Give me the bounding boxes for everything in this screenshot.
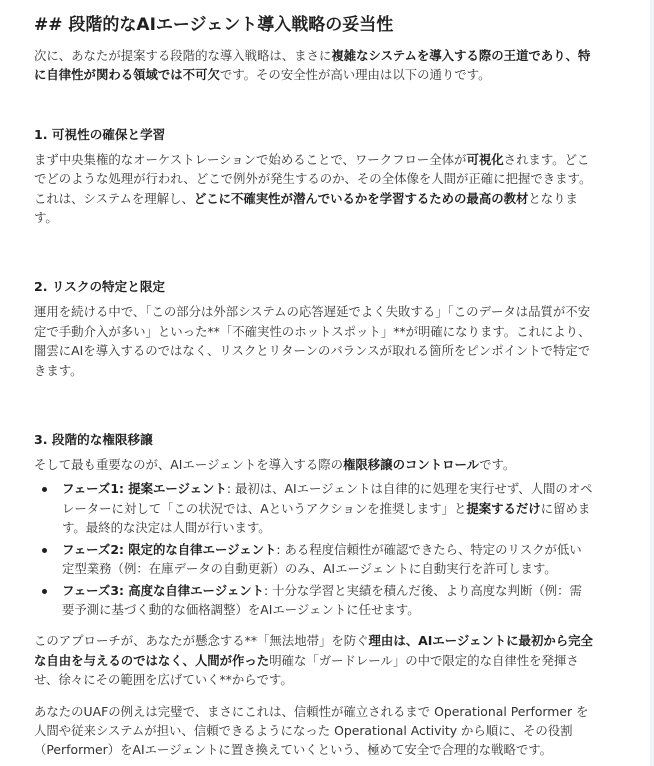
bullet-icon: [42, 487, 47, 492]
section-risk-paragraph: 運用を続ける中で、「この部分は外部システムの応答遅延でよく失敗する」「このデータは品質が不安定で手動介入が多い」といった**「不確実性のホットスポット」**が明確になります。これにより、闇雲にAIを導入するのではなく、リスクとリターンのバランスが取れる箇所をピンポイントで特定できます。: [34, 304, 591, 378]
s3-lead-text-2: です。: [479, 457, 516, 473]
phase-text-1: : 十分な学習と実績を積んだ後、より高度な判断（例：需要予測に基づく動的な価格調整）をAIエージェントに任せます。: [62, 582, 582, 617]
list-item: [34, 479, 594, 537]
phase-list: [34, 479, 594, 619]
phase-text-1: : ある程度信頼性が確認できたら、特定のリスクが低い定型業務（例：在庫データの自動更新）のみ、AIエージェントに自動実行を許可します。: [62, 541, 582, 577]
list-item: [34, 581, 594, 620]
s3-lead-bold: 権限移譲のコントロール: [343, 457, 480, 473]
section-risk-title: 2. リスクの特定と限定: [34, 279, 166, 295]
intro-text-2: です。その安全性が高い理由は以下の通りです。: [219, 67, 491, 83]
bullet-icon: [42, 548, 47, 553]
phase-text-1: : 最初は、AIエージェントは自律的に処理を実行せず、人間のオペレーターに対して「この状況では、Aというアクションを推奨します」と: [62, 481, 593, 516]
s1-text-2: されます。どこでどのような処理が行われ、どこで例外が発生するのか、その全体像を人間が正確に把握できます。これは、システムを理解し、: [34, 151, 592, 206]
section-heading: ## 段階的なAIエージェント導入戦略の妥当性: [34, 15, 394, 35]
s3-lead-text-1: そして最も重要なのが、AIエージェントを導入する際の: [34, 457, 344, 473]
s1-text-1: まず中央集権的なオーケストレーションで始めることで、ワークフロー全体が: [34, 151, 467, 167]
closing-text-1: このアプローチが、あなたが懸念する**「無法地帯」を防ぐ: [34, 633, 369, 649]
phase-bold: 提案するだけ: [466, 500, 541, 516]
intro-paragraph: [34, 46, 594, 85]
scrollbar-track[interactable]: [650, 0, 654, 766]
section-delegation: [34, 430, 594, 619]
bullet-icon: [42, 589, 47, 594]
list-item: [34, 540, 594, 579]
section-visibility-title: 1. 可視性の確保と学習: [34, 126, 166, 142]
section-delegation-title: 3. 段階的な権限移譲: [34, 432, 153, 448]
final-paragraph: あなたのUAFの例えは完璧で、まさにこれは、信頼性が確立されるまで Operational Performer を人間や従来システムが担い、信頼できるようになった Operational Activity から順に、その役割（Performer）をAIエージェントに置き換えていくという、極めて安全で合理的な戦略です。: [34, 703, 589, 758]
section-risk: [34, 277, 594, 380]
section-visibility: [34, 125, 594, 228]
phase-label: フェーズ3: 高度な自律エージェント: [62, 582, 265, 598]
s1-bold-1: 可視化: [466, 151, 504, 167]
s1-bold-2: どこに不確実性が潜んでいるかを学習するための最高の教材: [193, 190, 529, 206]
document-body: [34, 12, 594, 760]
phase-text-2: に留めます。最終的な決定は人間が行います。: [62, 500, 591, 536]
phase-label: フェーズ1: 提案エージェント: [62, 481, 227, 497]
intro-bold-1: 複雑なシステムを導入する際の王道であり、特に自律性が関わる領域では不可欠: [34, 48, 591, 83]
section-visibility-paragraph: [34, 150, 594, 228]
closing-text-2: 明確な「ガードレール」の中で限定的な自律性を発揮させ、徐々にその範囲を広げていく**からです。: [34, 652, 579, 688]
closing-bold-1: 理由は、AIエージェントに最初から完全な自由を与えるのではなく、人間が作った: [34, 633, 593, 668]
phase-label: フェーズ2: 限定的な自律エージェント: [62, 541, 277, 557]
closing-paragraph: [34, 631, 594, 689]
s1-text-3: となります。: [34, 190, 578, 226]
section-delegation-lead: [34, 455, 594, 474]
intro-text-1: 次に、あなたが提案する段階的な導入戦略は、まさに: [34, 48, 332, 63]
